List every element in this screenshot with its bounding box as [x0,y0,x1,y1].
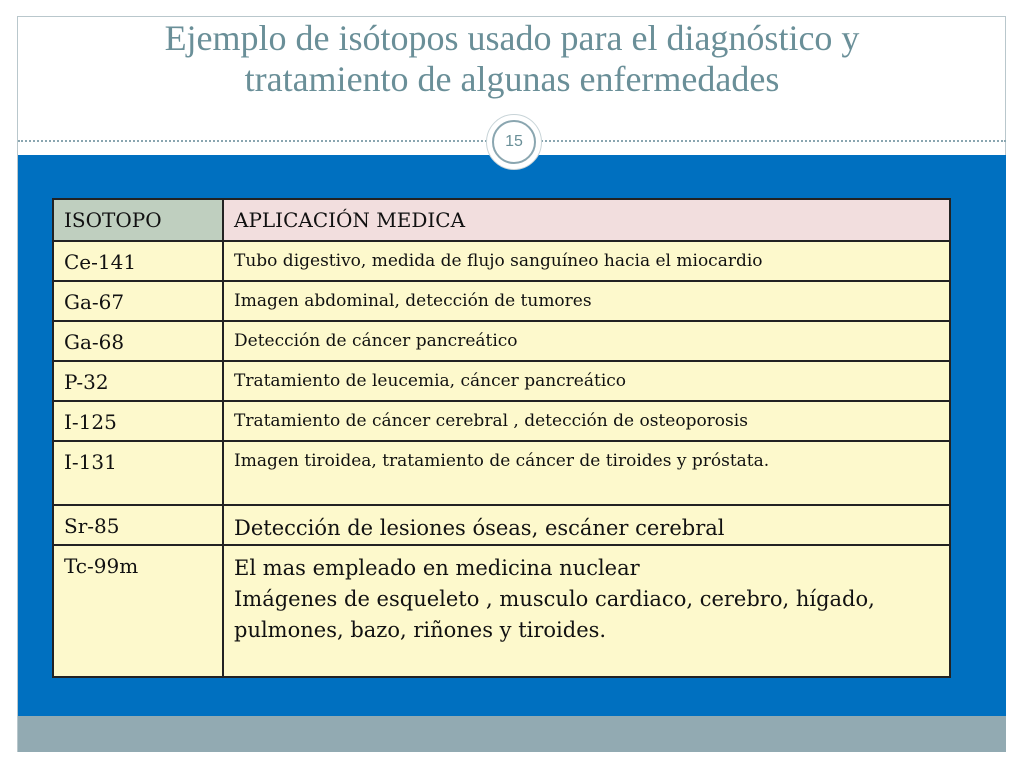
isotope-cell: Ce-141 [53,241,223,281]
table-row [53,321,950,361]
slide-number-badge [486,114,542,170]
application-line: pulmones, bazo, riñones y tiroides. [234,618,607,642]
table-row [53,281,950,321]
slide-number: 15 [492,120,536,164]
application-cell: Detección de lesiones óseas, escáner cerebral [223,505,950,545]
application-cell: Imagen abdominal, detección de tumores [223,281,950,321]
application-cell: Tratamiento de cáncer cerebral , detección de osteoporosis [223,401,950,441]
table-header-row [53,199,950,241]
application-cell: Tratamiento de leucemia, cáncer pancreático [223,361,950,401]
isotope-table [52,198,951,678]
isotope-cell: I-131 [53,441,223,505]
title-line-1: Ejemplo de isótopos usado para el diagnóstico y [164,18,860,58]
isotope-cell: Ga-68 [53,321,223,361]
isotope-cell: Tc-99m [53,545,223,677]
table-row [53,241,950,281]
table-row [53,441,950,505]
header-application: APLICACIÓN MEDICA [223,199,950,241]
header-isotope: ISOTOPO [53,199,223,241]
application-line: El mas empleado en medicina nuclear [234,556,640,580]
table-row [53,361,950,401]
title-line-2: tratamiento de algunas enfermedades [244,59,780,99]
isotope-cell: Ga-67 [53,281,223,321]
application-cell: Imagen tiroidea, tratamiento de cáncer de tiroides y próstata. [223,441,950,505]
table-row [53,545,950,677]
application-line: Imágenes de esqueleto , musculo cardiaco, cerebro, hígado, [234,587,875,611]
application-cell: Detección de cáncer pancreático [223,321,950,361]
slide-title [60,18,964,100]
application-cell [223,545,950,677]
table-row [53,401,950,441]
isotope-cell: Sr-85 [53,505,223,545]
isotope-cell: I-125 [53,401,223,441]
table-row [53,505,950,545]
application-cell: Tubo digestivo, medida de flujo sanguíneo hacia el miocardio [223,241,950,281]
footer-band [18,716,1006,752]
isotope-cell: P-32 [53,361,223,401]
